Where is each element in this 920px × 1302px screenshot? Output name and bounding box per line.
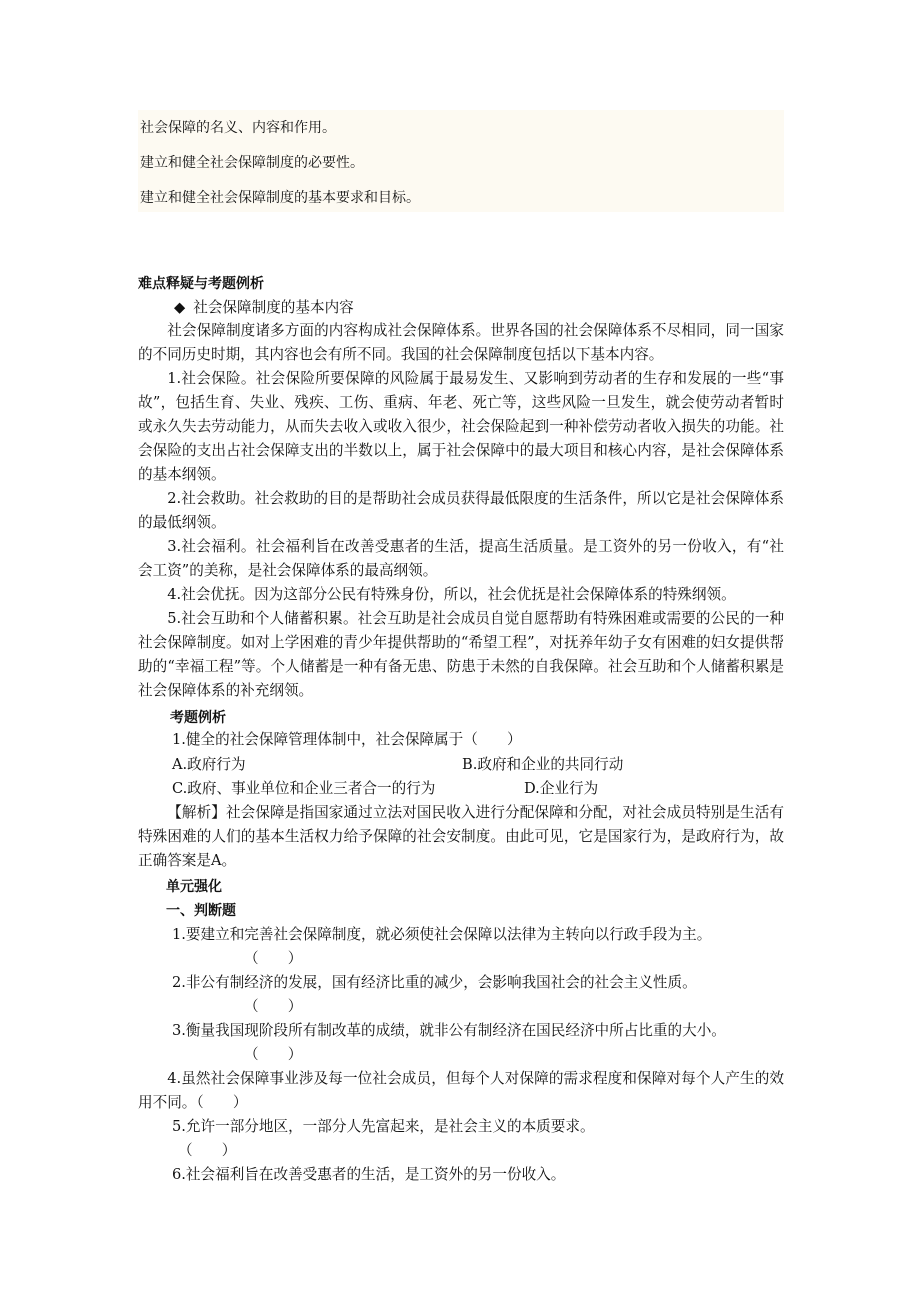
objective-item: 建立和健全社会保障制度的基本要求和目标。 (140, 190, 420, 206)
social-insurance-paragraph: 1.社会保险。社会保险所要保障的风险属于最易发生、又影响到劳动者的生存和发展的一些“事故”，包括生育、失业、残疾、工伤、重病、年老、死亡等，这些风险一旦发生，就会使劳动者暂时或永久失去劳动能力，从而失去收入或收入很少，社会保险起到一种补偿劳动者收入损失的功能。社会保险的支出占社会保障支出的半数以上，属于社会保障中的最大项目和核心内容，是社会保障体系的基本纲领。 (138, 370, 784, 483)
subsection-title (174, 296, 354, 320)
answer-blank-3: （ ） (244, 1046, 303, 1063)
judge-question-4: 4.虽然社会保障事业涉及每一位社会成员，但每个人对保障的需求程度和保障对每个人产生的效用不同。（ ） (138, 1070, 784, 1111)
unit-heading: 单元强化 (166, 879, 222, 895)
exam-analysis: 【解析】社会保障是指国家通过立法对国民收入进行分配保障和分配，对社会成员特别是生活有特殊困难的人们的基本生活权力给予保障的社会安制度。由此可见，它是国家行为，是政府行为，故正确答案是A。 (138, 804, 784, 869)
option-b: B.政府和企业的共同行动 (462, 756, 624, 773)
social-welfare-paragraph: 3.社会福利。社会福利旨在改善受惠者的生活，提高生活质量。是工资外的另一份收入，有“社会工资”的美称，是社会保障体系的最高纲领。 (138, 538, 784, 579)
judge-question-1: 1.要建立和完善社会保障制度，就必须使社会保障以法律为主转向以行政手段为主。 (172, 926, 712, 943)
social-preferential-paragraph: 4.社会优抚。因为这部分公民有特殊身份，所以，社会优抚是社会保障体系的特殊纲领。 (167, 586, 736, 603)
option-d: D.企业行为 (524, 780, 599, 797)
mutual-aid-paragraph: 5.社会互助和个人储蓄积累。社会互助是社会成员自觉自愿帮助有特殊困难或需要的公民的一种社会保障制度。如对上学困难的青少年提供帮助的“希望工程”，对抚养年幼子女有困难的妇女提供帮助的“幸福工程”等。个人储蓄是一种有备无患、防患于未然的自我保障。社会互助和个人储蓄积累是社会保障体系的补充纲领。 (138, 610, 784, 699)
exam-heading: 考题例析 (170, 710, 226, 726)
objective-item: 建立和健全社会保障制度的必要性。 (140, 155, 364, 171)
intro-paragraph: 社会保障制度诸多方面的内容构成社会保障体系。世界各国的社会保障体系不尽相同，同一国家的不同历史时期，其内容也会有所不同。我国的社会保障制度包括以下基本内容。 (138, 322, 784, 363)
diamond-bullet-icon: ◆ (174, 299, 186, 316)
judge-heading: 一、判断题 (166, 903, 236, 919)
subsection-title-text: 社会保障制度的基本内容 (193, 299, 354, 316)
option-a: A.政府行为 (172, 756, 246, 773)
exam-question: 1.健全的社会保障管理体制中，社会保障属于（ ） (172, 731, 522, 748)
analysis-heading: 难点释疑与考题例析 (138, 276, 264, 292)
judge-question-6: 6.社会福利旨在改善受惠者的生活，是工资外的另一份收入。 (172, 1166, 566, 1183)
answer-blank-5: （ ） (178, 1142, 237, 1159)
option-c: C.政府、事业单位和企业三者合一的行为 (172, 780, 436, 797)
answer-blank-2: （ ） (244, 998, 303, 1015)
answer-blank-1: （ ） (244, 950, 303, 967)
learning-objectives (138, 110, 784, 212)
social-assistance-paragraph: 2.社会救助。社会救助的目的是帮助社会成员获得最低限度的生活条件，所以它是社会保障体系的最低纲领。 (138, 490, 784, 531)
objective-item: 社会保障的名义、内容和作用。 (140, 120, 336, 136)
judge-question-3: 3.衡量我国现阶段所有制改革的成绩，就非公有制经济在国民经济中所占比重的大小。 (172, 1022, 726, 1039)
judge-question-2: 2.非公有制经济的发展，国有经济比重的减少，会影响我国社会的社会主义性质。 (172, 974, 697, 991)
judge-question-5: 5.允许一部分地区，一部分人先富起来，是社会主义的本质要求。 (172, 1118, 595, 1135)
